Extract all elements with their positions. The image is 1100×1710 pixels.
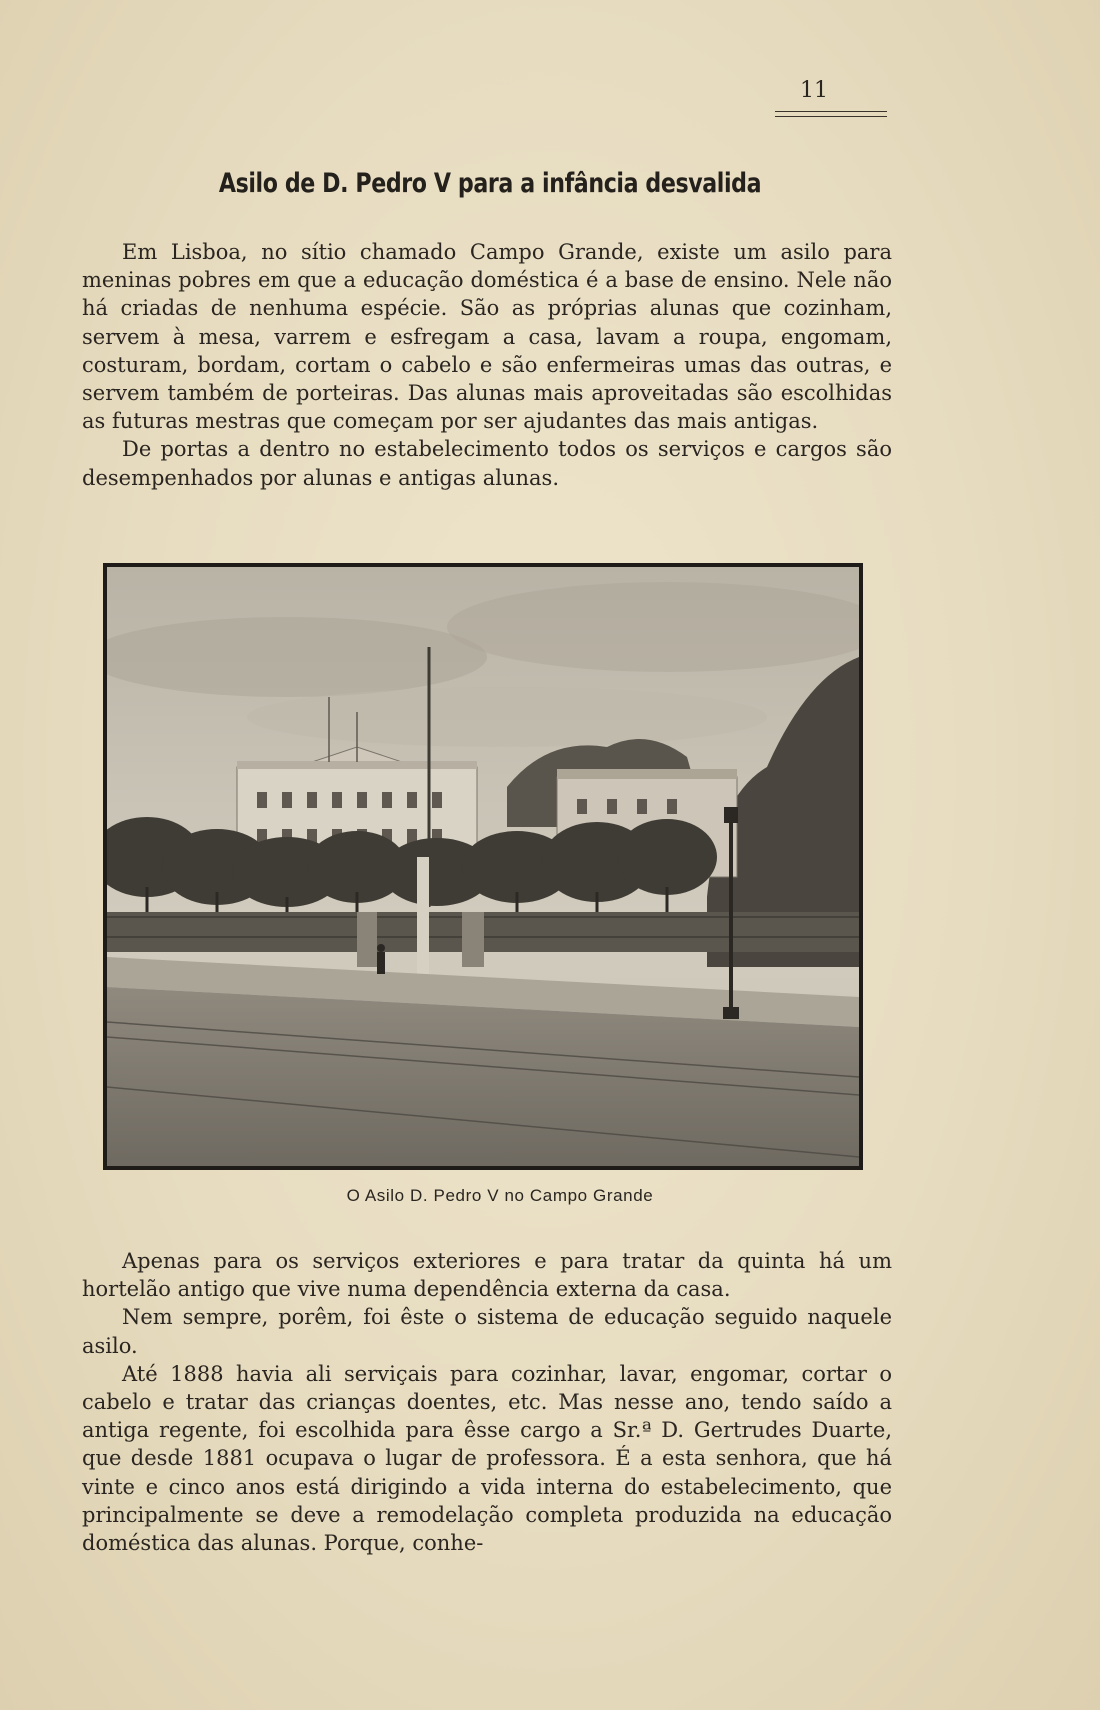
paragraph: Em Lisboa, no sítio chamado Campo Grande, existe um asilo para meninas pobres em que a educação doméstica é a base de ensino. Nele não há criadas de nenhuma espécie. São as próprias alunas que cozinham, servem à mesa, varrem e esfregam a casa, lavam a roupa, engomam, costuram, bordam, cortam o cabelo e são enfermeiras umas das outras, e servem também de porteiras. Das alunas mais aproveitadas são escolhidas as futuras mestras que começam por ser ajudantes das mais antigas. bbox=[82, 240, 892, 434]
photograph-illustration bbox=[107, 567, 859, 1166]
page-number-rule-second bbox=[775, 116, 887, 117]
intro-text bbox=[82, 238, 892, 492]
article-title: Asilo de D. Pedro V para a infância desvalida bbox=[218, 168, 762, 199]
paragraph: Até 1888 havia ali serviçais para cozinhar, lavar, engomar, cortar o cabelo e tratar das crianças doentes, etc. Mas nesse ano, tendo saído a antiga regente, foi escolhida para êsse cargo a Sr.ª D. Gertrudes Duarte, que desde 1881 ocupava o lugar de professora. É a esta senhora, que há vinte e cinco anos está dirigindo a vida interna do estabelecimento, que principalmente se deve a remodelação completa produzida na educação doméstica das alunas. Porque, conhe- bbox=[82, 1361, 892, 1556]
body-text bbox=[82, 1247, 892, 1557]
paragraph: De portas a dentro no estabelecimento todos os serviços e cargos são desempenhados por alunas e antigas alunas. bbox=[82, 437, 892, 490]
asylum-photograph bbox=[103, 563, 863, 1170]
figure-caption: O Asilo D. Pedro V no Campo Grande bbox=[346, 1186, 654, 1205]
page-number-rule bbox=[775, 111, 887, 112]
paragraph: Nem sempre, porêm, foi êste o sistema de educação seguido naquele asilo. bbox=[82, 1305, 892, 1358]
paragraph: Apenas para os serviços exteriores e para tratar da quinta há um hortelão antigo que vive numa dependência externa da casa. bbox=[82, 1249, 892, 1302]
page-number: 11 bbox=[800, 78, 828, 103]
